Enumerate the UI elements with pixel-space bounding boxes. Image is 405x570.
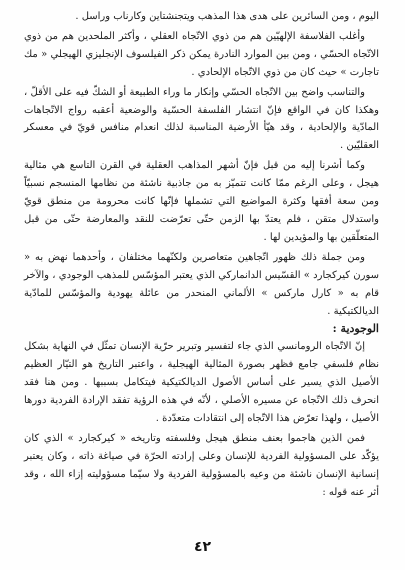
page-number: ٤٢ bbox=[193, 539, 212, 555]
section-title: الوجودية : bbox=[332, 322, 379, 336]
paragraph-2: وأغلب الفلاسفة الإلهيّين هم من ذوي الاتّجاه العقلي ، وأكثر الملحدين هم من ذوي الاتّجاه الحسّي ، ومن بين الموارد النادرة يمكن ذكر الفيلسوف الإنجليزي الهيجلي « مك تاجارت » حيث كان من ذوي الاتّجاه الإلحادي . bbox=[24, 30, 379, 78]
section-paragraph-2: فمن الذين هاجموا بعنف منطق هيجل وفلسفته وتاريخه « كيركجارد » الذي كان يؤكّد على المسؤولية الفردية للإنسان وعلى إرادته الحرّة في صياغة ذاته ، وكان يعتبر إنسانية الإنسان ناشئة من وعيه بالمسؤولية الفردية ولا سيّما مسؤوليته إزاء الله ، وقد أثر عنه قوله : bbox=[24, 432, 379, 498]
paragraph-4: وكما أشرنا إليه من قبل فإنّ أشهر المذاهب العقلية في القرن التاسع هي مثالية هيجل ، وعلى الرغم ممّا كانت تتميّز به من جاذبية ناشئة من نظامها المنسجم نسبيّاً ومن سعة أفقها وكثرة المواضيع التي تشملها فإنّها كانت محرومة من منطق قويّ واستدلال متقن ، فلم يعتدّ بها الزمن حتّى تعرّضت للنقد والمعارضة حتّى من قبل المتعلّقين بها والمؤيدين لها . bbox=[24, 160, 379, 243]
paragraph-5: ومن جملة ذلك ظهور اتّجاهين متعاصرين ولكنّهما مختلفان ، وأحدهما نهض به « سورن كيركجارد » القسّيس الدانماركي الذي يعتبر المؤسّس للمذهب الوجودي ، والآخر قام به « كارل ماركس » الألماني المنحدر من عائلة يهودية والمؤسّس للمادّية الديالكتيكية . bbox=[24, 251, 379, 317]
paragraph-1: اليوم ، ومن السائرين على هدى هذا المذهب ويتجنشتاين وكارناب وراسل . bbox=[75, 11, 379, 22]
page-body bbox=[24, 8, 379, 502]
section-paragraph-1: إنّ الاتّجاه الرومانسي الذي جاء لتفسير وتبرير حرّية الإنسان تمثّل في النهاية بشكل نظام فلسفي جامع فظهر بصورة المثالية الهيجلية ، واعتبر التاريخ هو التيّار العظيم الأصيل الذي يسير على أساس الأصول الديالكتيكية فيتكامل بسببها . ومن هنا فقد انحرف ذلك الاتّجاه عن مسيره الأصلي ، لأنّه في هذه الرؤية تفقد الإرادة الفردية دورها الأصيل ، ولهذا تعرّض هذا الاتّجاه إلى انتقادات متعدّدة . bbox=[24, 341, 379, 425]
paragraph-3: والتناسب واضح بين الاتّجاه الحسّي وإنكار ما وراء الطبيعة أو الشكّ فيه على الأقلّ ، وهكذا كان في الواقع فإنّ انتشار الفلسفة الحسّية والوضعية أعقبه رواج الاتّجاهات المادّية والإلحادية ، وقد هيّأ الأرضية المناسبة لذلك انعدام منافس قويّ في معسكر العقليّين . bbox=[24, 86, 379, 152]
